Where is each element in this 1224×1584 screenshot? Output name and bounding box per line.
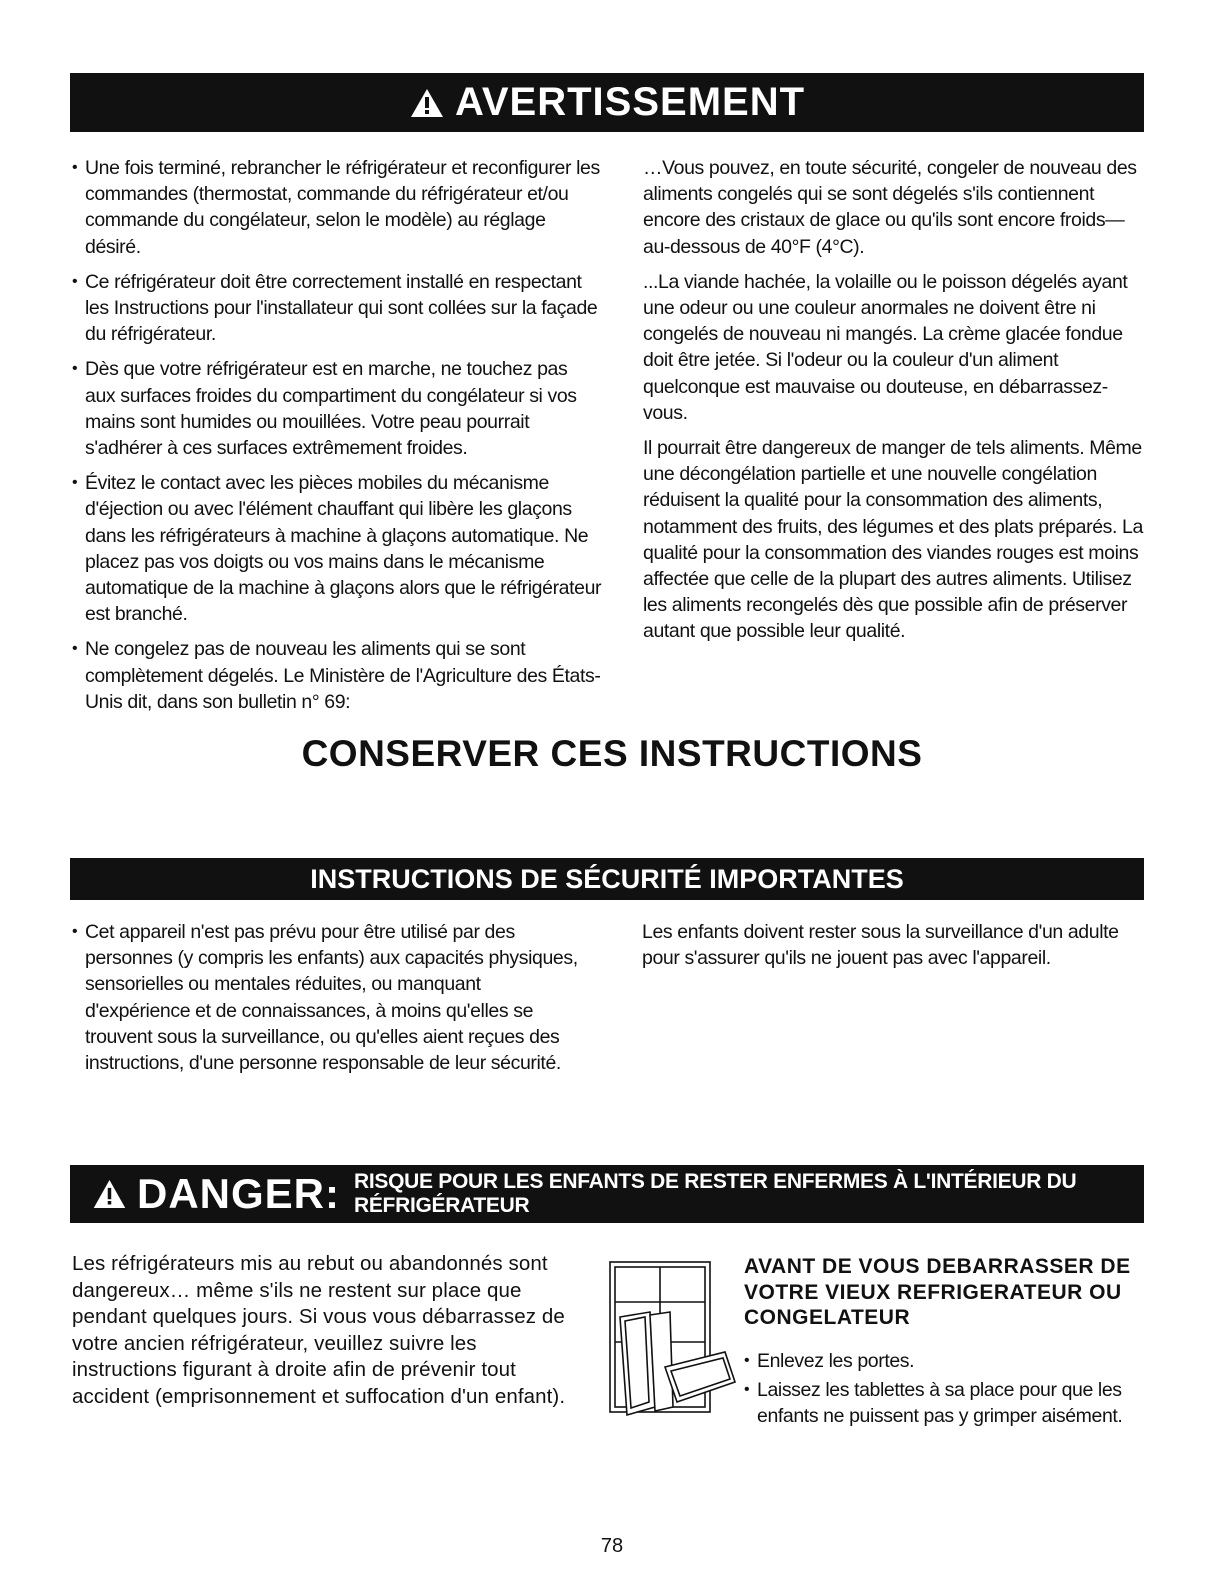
warning-title: AVERTISSEMENT <box>454 80 806 124</box>
step-item: • Enlevez les portes. <box>744 1348 1164 1374</box>
before-disposal-heading: AVANT DE VOUS DEBARRASSER DE VOTRE VIEUX REFRIGERATEUR OU CONGELATEUR <box>744 1255 1131 1329</box>
before-disposal-steps <box>744 1348 1164 1439</box>
danger-word: DANGER: <box>136 1170 340 1217</box>
danger-body: Les réfrigérateurs mis au rebut ou abandonnés sont dangereux… même s'ils ne restent sur place que pendant quelques jours. Si vous vous débarrassez de votre ancien réfrigérateur, veuillez suivre les instructions figurant à droite afin de prévenir tout accident (emprisonnement et suffocation d'un enfant). <box>72 1252 566 1408</box>
danger-subtitle: RISQUE POUR LES ENFANTS DE RESTER ENFERMES À L'INTÉRIEUR DU RÉFRIGÉRATEUR <box>353 1170 1077 1217</box>
safety-paragraph: Les enfants doivent rester sous la surveillance d'un adulte pour s'assurer qu'ils ne jouent pas avec l'appareil. <box>642 921 1119 970</box>
conserve-instructions-heading: CONSERVER CES INSTRUCTIONS <box>301 733 923 774</box>
warning-paragraph: …Vous pouvez, en toute sécurité, congeler de nouveau des aliments congelés qui se sont dégelés s'ils contiennent encore des cristaux de glace ou qu'ils sont encore froids—au-dessous de 40°F (4°C). <box>643 157 1137 258</box>
warning-banner <box>70 73 1144 132</box>
warning-paragraph: ...La viande hachée, la volaille ou le poisson dégelés ayant une odeur ou une couleur anormales ne doivent être ni congelés de nouveau ni mangés. La crème glacée fondue doit être jetée. Si l'odeur ou la couleur d'un aliment quelconque est mauvaise ou douteuse, en débarrassez-vous. <box>643 270 1128 424</box>
safety-right-column <box>642 919 1142 980</box>
warning-bullet: • Ce réfrigérateur doit être correctement installé en respectant les Instructions pour l'installateur qui sont collées sur la façade du réfrigérateur. <box>72 269 602 348</box>
safety-title: INSTRUCTIONS DE SÉCURITÉ IMPORTANTES <box>310 863 904 894</box>
safety-banner <box>70 858 1144 900</box>
warning-triangle-icon <box>409 87 445 119</box>
danger-banner <box>70 1165 1144 1223</box>
warning-bullet: • Dès que votre réfrigérateur est en marche, ne touchez pas aux surfaces froides du compartiment du congélateur si vos mains sont humides ou mouillées. Votre peau pourrait s'adhérer à ces surfaces extrêmement froides. <box>72 356 602 461</box>
safety-left-column <box>72 919 582 1085</box>
warning-bullet: • Ne congelez pas de nouveau les aliments qui se sont complètement dégelés. Le Ministère de l'Agriculture des États-Unis dit, dans son bulletin n° 69: <box>72 636 602 715</box>
warning-bullet: • Une fois terminé, rebrancher le réfrigérateur et reconfigurer les commandes (thermostat, commande du réfrigérateur et/ou commande du congélateur, selon le modèle) au réglage désiré. <box>72 155 602 260</box>
step-item: • Laissez les tablettes à sa place pour que les enfants ne puissent pas y grimper aisément. <box>744 1377 1164 1429</box>
page-number: 78 <box>600 1535 624 1557</box>
safety-bullet: • Cet appareil n'est pas prévu pour être utilisé par des personnes (y compris les enfants) aux capacités physiques, sensorielles ou mentales réduites, ou manquant d'expérience et de connaissances, à moins qu'elles se trouvent sous la surveillance, ou qu'elles aient reçues des instructions, d'une personne responsable de leur sécurité. <box>72 919 582 1076</box>
warning-bullet: • Évitez le contact avec les pièces mobiles du mécanisme d'éjection ou avec l'élément chauffant qui libère les glaçons dans les réfrigérateurs à machine à glaçons automatique. Ne placez pas vos doigts ou vos mains dans le mécanisme automatique de la machine à glaçons alors que le réfrigérateur est branché. <box>72 470 602 627</box>
warning-paragraph: Il pourrait être dangereux de manger de tels aliments. Même une décongélation partielle et une nouvelle congélation réduisent la qualité pour la consommation des aliments, notamment des fruits, des légumes et des plats préparés. La qualité pour la consommation des viandes rouges est moins affectée que celle de la plupart des autres aliments. Utilisez les aliments recongelés dès que possible afin de préserver autant que possible leur qualité. <box>643 437 1143 643</box>
fridge-doors-removed-illustration <box>605 1257 740 1422</box>
warning-triangle-icon <box>92 1176 127 1212</box>
warning-right-column <box>643 155 1143 654</box>
warning-left-column <box>72 155 602 724</box>
